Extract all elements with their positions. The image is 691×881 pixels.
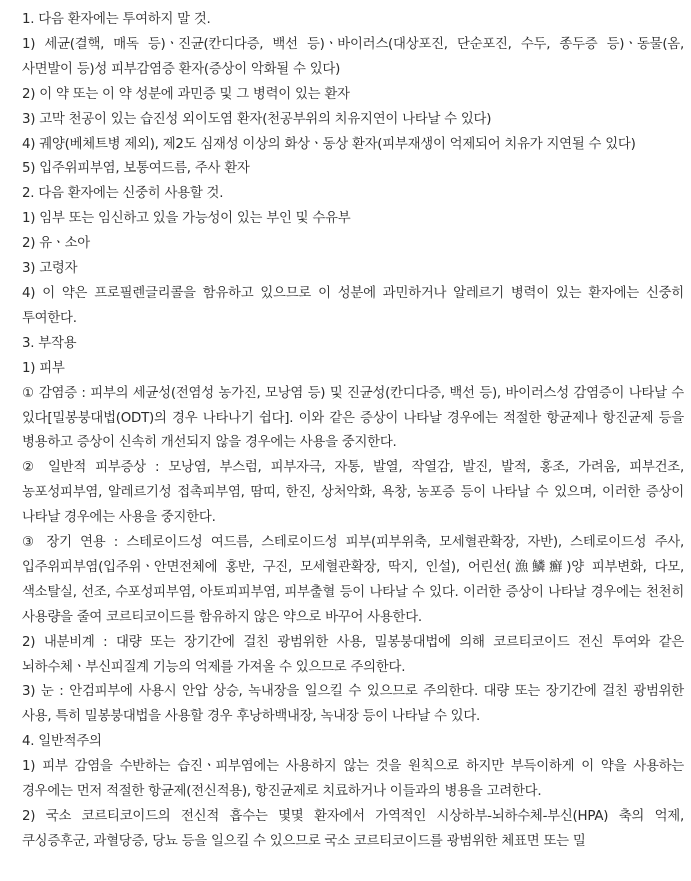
general-precaution-item-2: 2) 국소 코르티코이드의 전신적 흡수는 몇몇 환자에서 가역적인 시상하부-뇌하수체-부신(HPA) 축의 억제, 쿠싱증후군, 과혈당증, 당뇨 등을 일으킬 수 있으므로 국소 코르티코이드를 광범위한 체표면 또는 밀 (22, 809, 684, 849)
caution-item-2: 2) 유ㆍ소아 (22, 236, 90, 252)
general-precaution-item-1: 1) 피부 감염을 수반하는 습진ㆍ피부염에는 사용하지 않는 것을 원칙으로 하지만 부득이하게 이 약을 사용하는 경우에는 먼저 적절한 항균제(전신적용), 항진균제로 치료하거나 이들과의 병용을 고려한다. (22, 759, 684, 800)
caution-item-3: 3) 고령자 (22, 261, 78, 277)
side-effect-eye: 3) 눈 : 안검피부에 사용시 안압 상승, 녹내장을 일으킬 수 있으므로 주의한다. 대량 또는 장기간에 걸친 광범위한 사용, 특히 밀봉붕대법을 사용할 경우 후낭하백내장, 녹내장 등이 나타날 수 있다. (22, 684, 684, 725)
section-caution-heading: 2. 다음 환자에는 신중히 사용할 것. (22, 186, 224, 202)
contraindication-item-4: 4) 궤양(베체트병 제외), 제2도 심재성 이상의 화상ㆍ동상 환자(피부재생이 억제되어 치유가 지연될 수 있다) (22, 136, 636, 152)
caution-item-4: 4) 이 약은 프로필렌글리콜을 함유하고 있으므로 이 성분에 과민하거나 알레르기 병력이 있는 환자에는 신중히 투여한다. (22, 285, 684, 326)
drug-precautions-document (22, 8, 684, 855)
contraindication-item-5: 5) 입주위피부염, 보통여드름, 주사 환자 (22, 161, 250, 177)
contraindication-item-2: 2) 이 약 또는 이 약 성분에 과민증 및 그 병력이 있는 환자 (22, 86, 350, 102)
contraindication-item-1: 1) 세균(결핵, 매독 등)ㆍ진균(칸디다증, 백선 등)ㆍ바이러스(대상포진, 단순포진, 수두, 종두증 등)ㆍ동물(옴, 사면발이 등)성 피부감염증 환자(증상이 악화될 수 있다) (22, 36, 684, 77)
side-effect-long-term-use: ③ 장기 연용 : 스테로이드성 여드름, 스테로이드성 피부(피부위축, 모세혈관확장, 자반), 스테로이드성 주사, 입주위피부염(입주위ㆍ안면전체에 홍반, 구진, 모세혈관확장, 딱지, 인설), 어린선(漁鱗癬)양 피부변화, 다모, 색소탈실, 선조, 수포성피부염, 아토피피부염, 피부출혈 등이 나타날 수 있다. 이러한 증상이 나타날 경우에는 천천히 사용량을 줄여 코르티코이드를 함유하지 않은 약으로 바꾸어 사용한다. (22, 535, 684, 625)
side-effect-general-skin: ② 일반적 피부증상 : 모낭염, 부스럼, 피부자극, 자통, 발열, 작열감, 발진, 발적, 홍조, 가려움, 피부건조, 농포성피부염, 알레르기성 접촉피부염, 땀띠, 한진, 상처악화, 욕창, 농포증 등이 나타날 수 있으며, 이러한 증상이 나타날 경우에는 사용을 중지한다. (22, 460, 684, 526)
section-contraindications-heading: 1. 다음 환자에는 투여하지 말 것. (22, 12, 211, 27)
caution-item-1: 1) 임부 또는 임신하고 있을 가능성이 있는 부인 및 수유부 (22, 211, 351, 227)
section-general-precautions-heading: 4. 일반적주의 (22, 734, 102, 750)
side-effects-skin-heading: 1) 피부 (22, 360, 65, 376)
section-side-effects-heading: 3. 부작용 (22, 335, 77, 351)
side-effect-endocrine: 2) 내분비계 : 대량 또는 장기간에 걸친 광범위한 사용, 밀봉붕대법에 의해 코르티코이드 전신 투여와 같은 뇌하수체ㆍ부신피질계 기능의 억제를 가져올 수 있으므로 주의한다. (22, 634, 684, 675)
side-effect-infection: ① 감염증 : 피부의 세균성(전염성 농가진, 모낭염 등) 및 진균성(칸디다증, 백선 등), 바이러스성 감염증이 나타날 수 있다[밀봉붕대법(ODT)의 경우 나타나기 쉽다]. 이와 같은 증상이 나타날 경우에는 적절한 항균제나 항진균제 등을 병용하고 증상이 신속히 개선되지 않을 경우에는 사용을 중지한다. (22, 385, 684, 451)
contraindication-item-3: 3) 고막 천공이 있는 습진성 외이도염 환자(천공부위의 치유지연이 나타날 수 있다) (22, 111, 492, 127)
